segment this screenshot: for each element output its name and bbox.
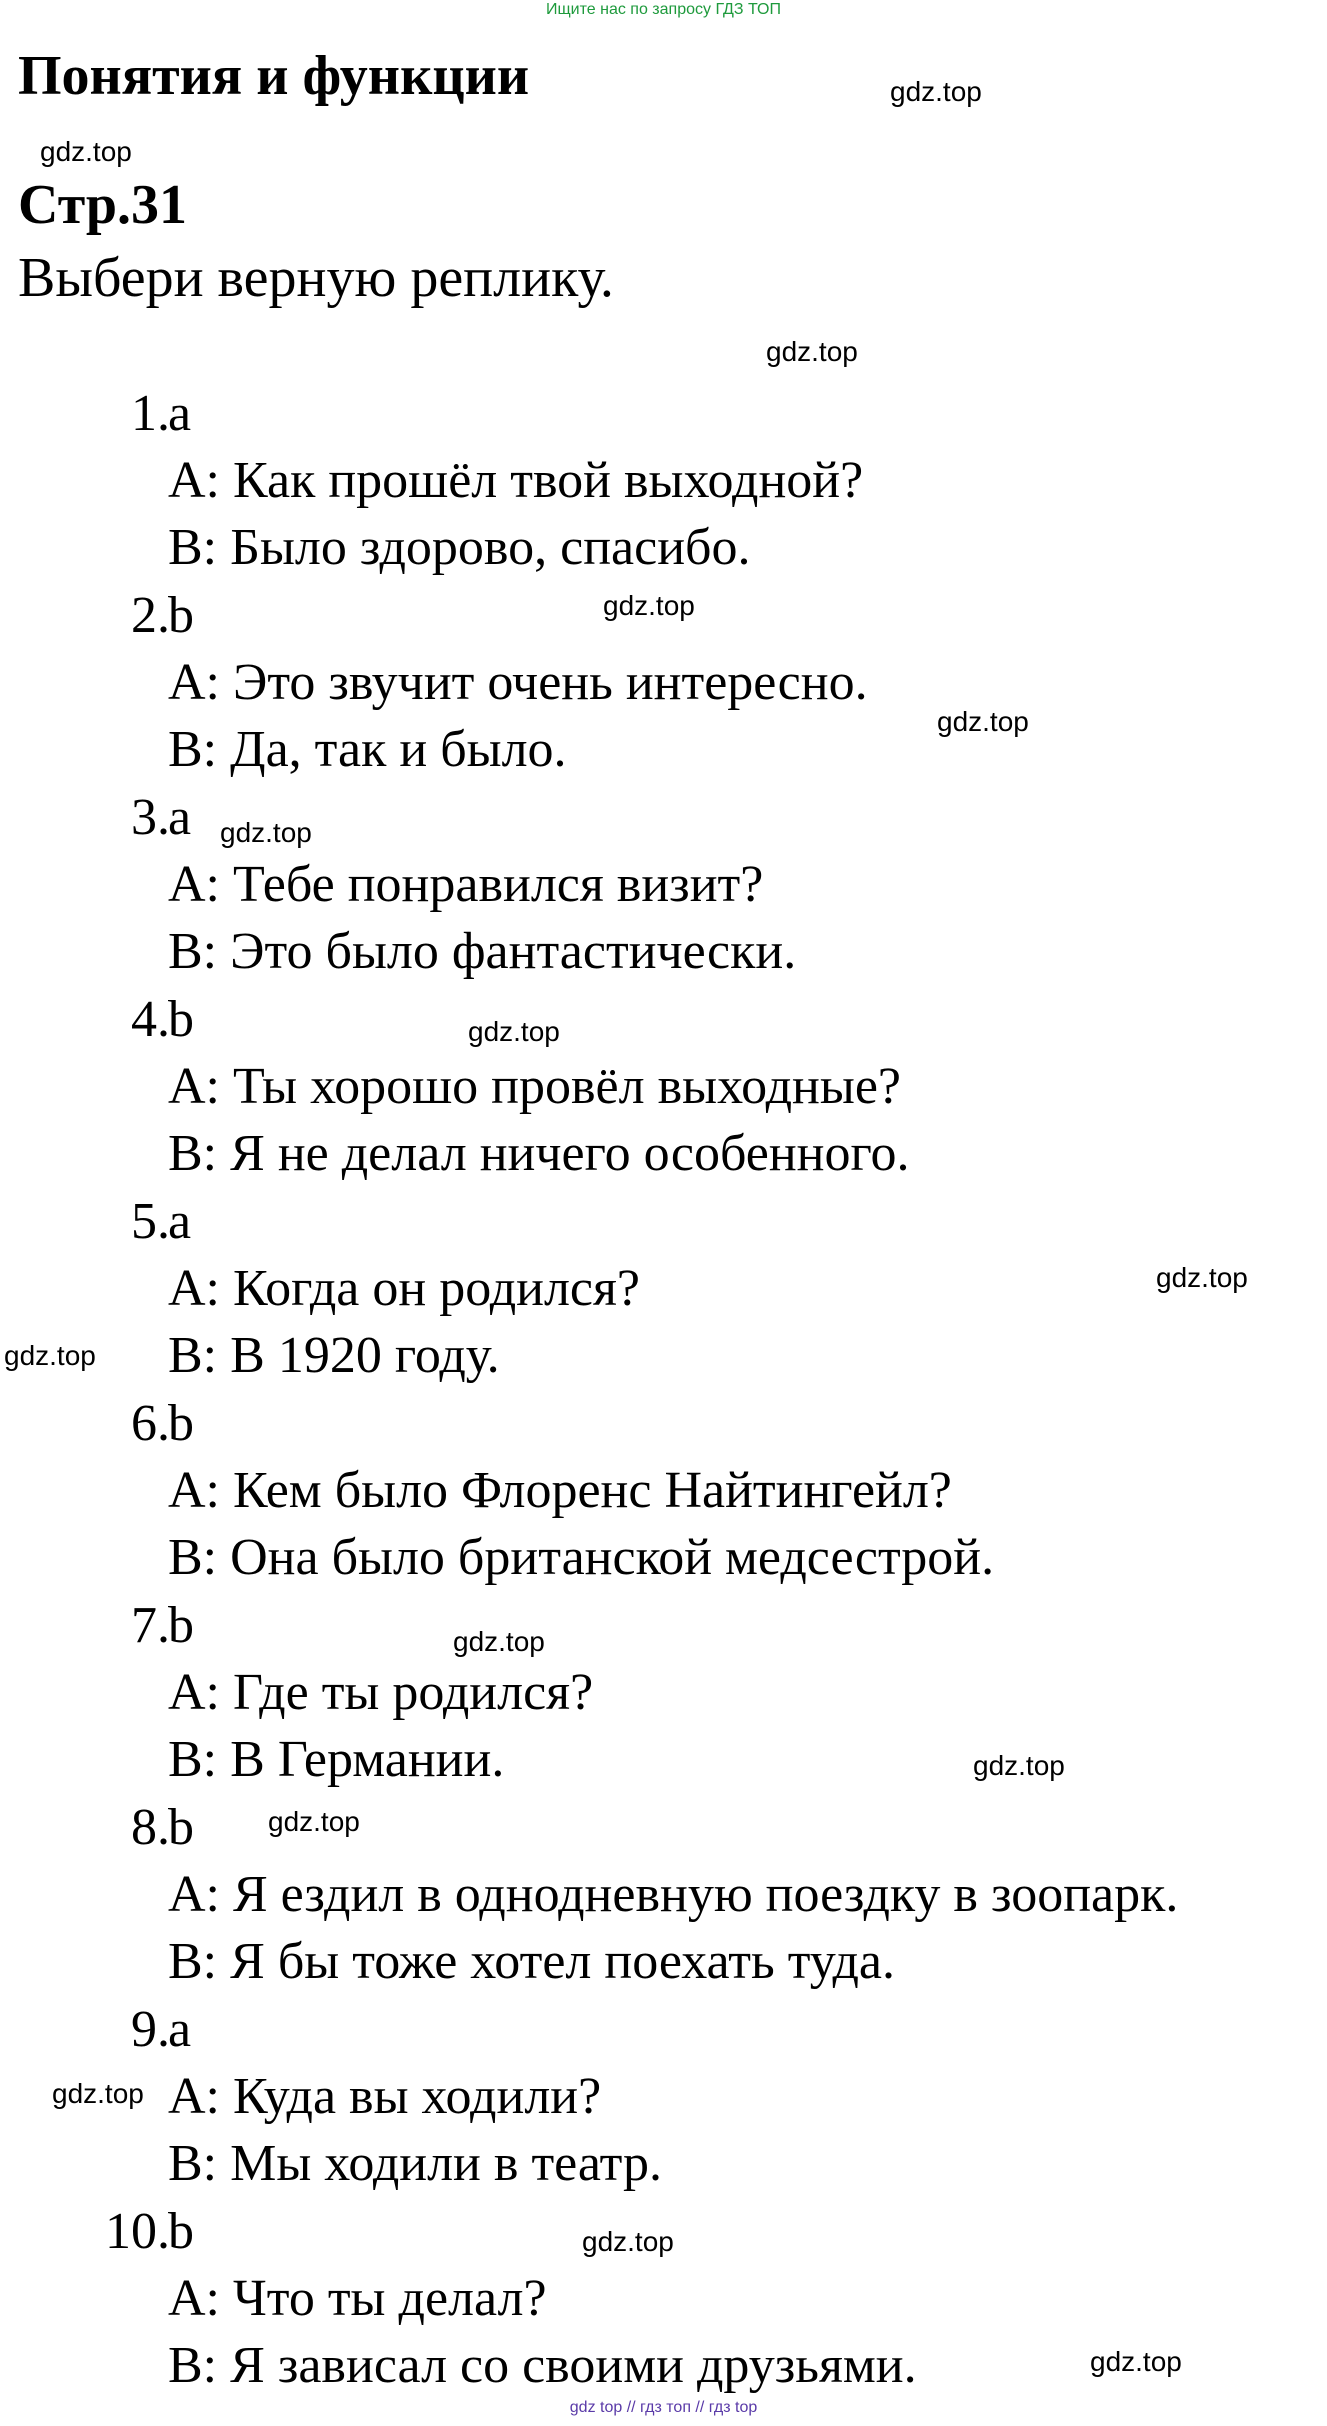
answer-item: [0, 1190, 1327, 1392]
dialogue-line-a: A: Как прошёл твой выходной?: [168, 452, 864, 509]
dialogue-line-b: B: В Германии.: [168, 1731, 505, 1788]
dialogue-line-a: A: Это звучит очень интересно.: [168, 654, 868, 711]
item-choice: b: [168, 587, 194, 644]
item-number: 4.: [131, 991, 170, 1048]
answer-item: [0, 786, 1327, 988]
watermark: gdz.top: [40, 136, 132, 167]
dialogue-line-a: A: Ты хорошо провёл выходные?: [168, 1058, 901, 1115]
item-choice: a: [168, 385, 192, 442]
dialogue-line-a: A: Я ездил в однодневную поездку в зоопарк.: [168, 1866, 1179, 1923]
answer-item: [0, 382, 1327, 584]
watermark: gdz.top: [973, 1750, 1065, 1781]
dialogue-line-a: A: Тебе понравился визит?: [168, 856, 764, 913]
item-choice: b: [168, 1395, 194, 1452]
watermark: gdz.top: [937, 706, 1029, 737]
watermark: gdz.top: [52, 2078, 144, 2109]
item-number: 9.: [131, 2001, 170, 2058]
item-choice: b: [168, 1597, 194, 1654]
dialogue-line-b: B: Мы ходили в театр.: [168, 2135, 662, 2192]
watermark: gdz.top: [1156, 1262, 1248, 1293]
dialogue-line-a: A: Где ты родился?: [168, 1664, 594, 1721]
watermark: gdz.top: [890, 76, 982, 107]
dialogue-line-b: B: Это было фантастически.: [168, 923, 797, 980]
bottom-banner: gdz top // гдз топ // гдз top: [569, 2399, 758, 2416]
item-choice: a: [168, 789, 192, 846]
dialogue-line-a: A: Что ты делал?: [168, 2270, 547, 2327]
item-number: 5.: [131, 1193, 170, 1250]
answer-item: [0, 1796, 1327, 1998]
dialogue-line-b: B: Я зависал со своими друзьями.: [168, 2337, 917, 2394]
item-number: 8.: [131, 1799, 170, 1856]
exercise-instruction: Выбери верную реплику.: [18, 247, 614, 309]
answer-item: [0, 1998, 1327, 2200]
item-number: 3.: [131, 789, 170, 846]
item-number: 1.: [131, 385, 170, 442]
dialogue-line-a: A: Кем было Флоренс Найтингейл?: [168, 1462, 952, 1519]
answer-item: [0, 988, 1327, 1190]
watermark: gdz.top: [268, 1806, 360, 1837]
watermark: gdz.top: [766, 336, 858, 367]
dialogue-line-a: A: Когда он родился?: [168, 1260, 641, 1317]
item-choice: a: [168, 1193, 192, 1250]
item-choice: b: [168, 1799, 194, 1856]
dialogue-line-b: B: Она было британской медсестрой.: [168, 1529, 995, 1586]
watermark: gdz.top: [453, 1626, 545, 1657]
dialogue-line-b: B: Было здорово, спасибо.: [168, 519, 751, 576]
watermark: gdz.top: [603, 590, 695, 621]
item-number: 7.: [131, 1597, 170, 1654]
item-number: 10.: [105, 2203, 170, 2260]
watermark: gdz.top: [582, 2226, 674, 2257]
dialogue-line-b: B: В 1920 году.: [168, 1327, 500, 1384]
answer-list: [0, 382, 1327, 2402]
item-choice: a: [168, 2001, 192, 2058]
watermark: gdz.top: [468, 1016, 560, 1047]
watermark: gdz.top: [220, 817, 312, 848]
item-choice: b: [168, 2203, 194, 2260]
dialogue-line-b: B: Я не делал ничего особенного.: [168, 1125, 910, 1182]
watermark: gdz.top: [4, 1340, 96, 1371]
answer-item: [0, 1392, 1327, 1594]
dialogue-line-a: A: Куда вы ходили?: [168, 2068, 602, 2125]
top-banner: Ищите нас по запросу ГДЗ ТОП: [546, 1, 781, 18]
item-number: 6.: [131, 1395, 170, 1452]
dialogue-line-b: B: Да, так и было.: [168, 721, 567, 778]
page-title: Понятия и функции: [18, 45, 530, 107]
page-number: Стр.31: [18, 174, 188, 236]
dialogue-line-b: B: Я бы тоже хотел поехать туда.: [168, 1933, 896, 1990]
answer-item: [0, 1594, 1327, 1796]
item-number: 2.: [131, 587, 170, 644]
item-choice: b: [168, 991, 194, 1048]
watermark: gdz.top: [1090, 2346, 1182, 2377]
